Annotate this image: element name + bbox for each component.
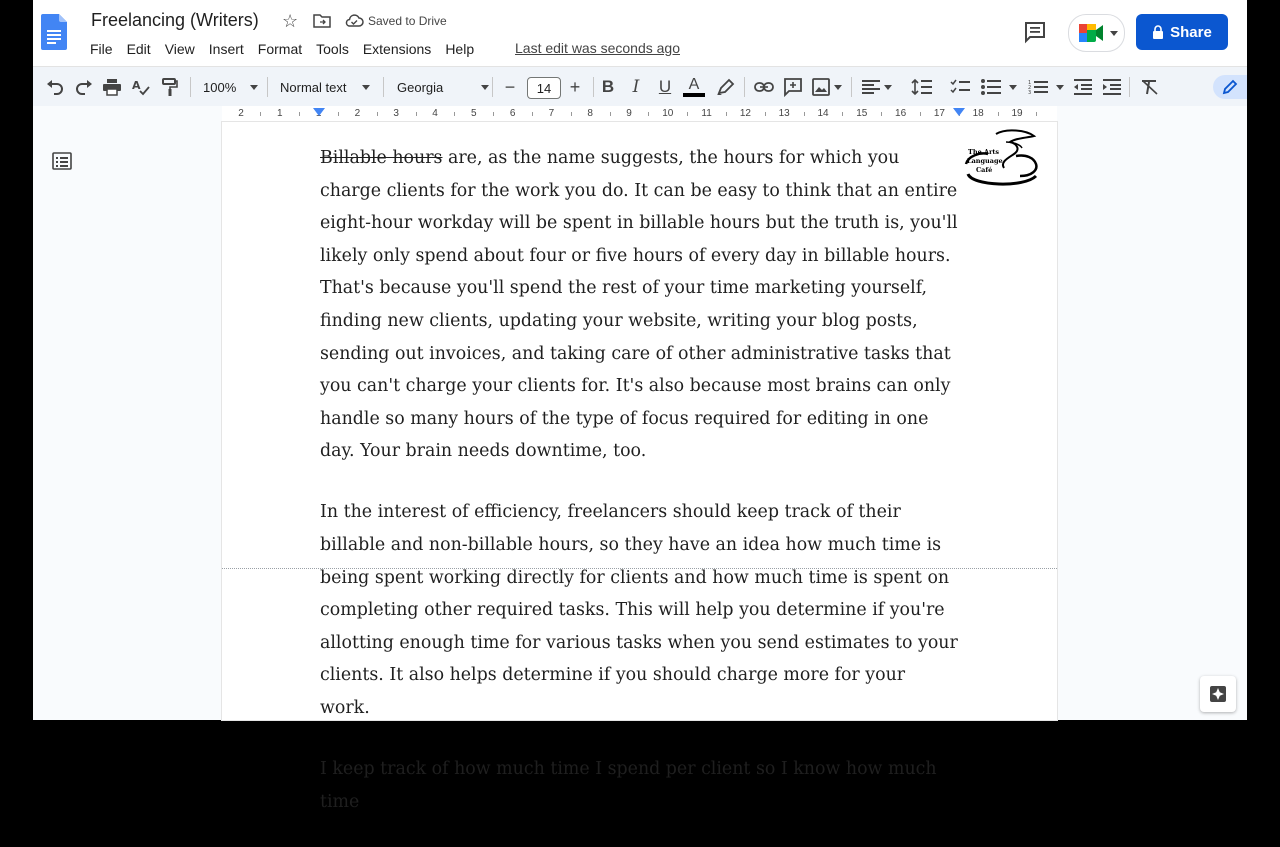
svg-text:Café: Café <box>976 166 993 174</box>
ruler-number: 1 <box>277 108 283 119</box>
last-edit-link[interactable]: Last edit was seconds ago <box>515 40 680 56</box>
ruler-number: 11 <box>701 108 712 119</box>
paragraph-1[interactable] <box>320 142 960 468</box>
meet-icon <box>1078 22 1106 44</box>
chevron-down-icon <box>1110 31 1118 36</box>
text-color-icon[interactable]: A <box>682 75 706 99</box>
spellcheck-icon[interactable] <box>129 75 153 99</box>
highlight-color-icon[interactable] <box>713 75 737 99</box>
chevron-down-icon <box>250 85 258 90</box>
menu-file[interactable]: File <box>90 41 113 57</box>
increase-indent-icon[interactable] <box>1100 75 1124 99</box>
document-title[interactable]: Freelancing (Writers) <box>91 10 259 30</box>
ruler-number: 10 <box>662 108 674 119</box>
toolbar-divider <box>190 77 191 97</box>
font-size-input[interactable]: 14 <box>527 77 561 99</box>
document-canvas <box>33 122 1247 812</box>
chevron-down-icon <box>362 85 370 90</box>
ruler-number: 17 <box>933 108 945 119</box>
menu-tools[interactable]: Tools <box>316 41 349 57</box>
chevron-down-icon <box>884 85 892 90</box>
explore-button[interactable] <box>1200 676 1236 712</box>
ruler-tick <box>881 112 882 116</box>
ruler-tick <box>804 112 805 116</box>
paragraph-1-text: are, as the name suggests, the hours for which you charge clients for the work you do. It can be easy to think that an entire eight-hour workday will be spent in billable hours but the truth is, you'll likely only spend about four or five hours of every day in billable hours. That's because you'll spend the rest of your time marketing yourself, finding new clients, updating your website, writing your blog posts, sending out invoices, and taking care of other administrative tasks that you can't charge your clients for. It's also because most brains can only handle so many hours of the type of focus required for editing in one day. Your brain needs downtime, too. <box>320 148 958 462</box>
line-spacing-icon[interactable] <box>910 75 934 99</box>
page-break-line <box>222 568 1057 569</box>
ruler-number: 8 <box>587 108 593 119</box>
align-icon[interactable] <box>860 75 894 99</box>
svg-text:1: 1 <box>1028 80 1032 86</box>
zoom-select[interactable] <box>203 75 258 99</box>
ruler-number: 14 <box>817 108 829 119</box>
menu-insert[interactable]: Insert <box>208 41 244 57</box>
ruler-tick <box>493 112 494 116</box>
ruler-tick <box>1036 112 1037 116</box>
zoom-value: 100% <box>203 79 237 95</box>
menu-help[interactable]: Help <box>445 41 475 57</box>
ruler-tick <box>610 112 611 116</box>
underline-icon[interactable]: U <box>658 77 672 96</box>
svg-text:A: A <box>132 79 141 92</box>
ruler-tick <box>338 112 339 116</box>
ruler-page-area <box>222 106 1057 122</box>
docs-window <box>33 0 1247 812</box>
bold-icon[interactable]: B <box>601 77 615 96</box>
right-indent-marker[interactable] <box>953 108 965 116</box>
ruler-tick <box>377 112 378 116</box>
toolbar-divider <box>593 77 594 97</box>
paragraph-3[interactable]: I keep track of how much time I spend per client so I know how much time <box>320 759 937 812</box>
share-button[interactable] <box>1136 14 1228 50</box>
toolbar-divider <box>492 77 493 97</box>
ruler-tick <box>648 112 649 116</box>
ruler-number: 12 <box>739 108 751 119</box>
ruler-tick <box>726 112 727 116</box>
paragraph-2[interactable]: In the interest of efficiency, freelancers should keep track of their billable and non-billable hours, so they have an idea how much time is being spent working directly for clients and how much time is spent on completing other required tasks. This will help you determine if you're allotting enough time for various tasks when you send estimates to your clients. It also helps determine if you should charge more for your work. <box>320 502 958 718</box>
menu-view[interactable]: View <box>164 41 195 57</box>
toolbar-divider <box>1129 77 1130 97</box>
checklist-icon[interactable] <box>948 75 972 99</box>
editing-mode-icon[interactable] <box>1213 75 1247 99</box>
clear-formatting-icon[interactable] <box>1138 75 1162 99</box>
undo-icon[interactable] <box>43 75 67 99</box>
ruler-tick <box>765 112 766 116</box>
menu-bar <box>83 40 481 60</box>
ruler-number: 4 <box>432 108 438 119</box>
ruler-tick <box>416 112 417 116</box>
star-icon[interactable]: ☆ <box>282 11 299 31</box>
insert-link-icon[interactable] <box>752 75 776 99</box>
toolbar-divider <box>744 77 745 97</box>
ruler-number: 15 <box>856 108 868 119</box>
explore-icon <box>1209 685 1227 703</box>
toolbar <box>33 66 1247 107</box>
ruler-number: 19 <box>1011 108 1023 119</box>
ruler-tick <box>842 112 843 116</box>
ruler-number: 2 <box>238 108 244 119</box>
chevron-down-icon <box>1009 85 1017 90</box>
ruler-tick <box>998 112 999 116</box>
ruler-tick <box>920 112 921 116</box>
ruler-tick <box>260 112 261 116</box>
toolbar-divider <box>851 77 852 97</box>
ruler-number: 16 <box>895 108 907 119</box>
menu-edit[interactable]: Edit <box>126 41 151 57</box>
ruler-number: 3 <box>393 108 399 119</box>
svg-text:Language: Language <box>967 157 1003 165</box>
svg-text:The Arts: The Arts <box>968 148 1000 156</box>
ruler-tick <box>571 112 572 116</box>
ruler-number: 2 <box>354 108 361 119</box>
svg-text:2: 2 <box>1028 85 1032 91</box>
lock-icon <box>1152 25 1164 39</box>
saved-status: Saved to Drive <box>368 14 447 28</box>
chevron-down-icon <box>834 85 842 90</box>
ruler-number: 13 <box>778 108 790 119</box>
toolbar-divider <box>383 77 384 97</box>
document-outline-icon[interactable] <box>52 152 72 170</box>
redo-icon[interactable] <box>72 75 96 99</box>
ruler[interactable] <box>33 106 1247 123</box>
bulleted-list-icon[interactable] <box>979 75 1019 99</box>
insert-image-icon[interactable] <box>810 75 844 99</box>
ruler-tick <box>532 112 533 116</box>
ruler-number: 1 <box>315 108 322 119</box>
ruler-tick <box>299 112 300 116</box>
add-comment-icon[interactable] <box>781 75 805 99</box>
increase-font-size-button[interactable]: + <box>569 76 581 97</box>
ruler-number: 5 <box>471 108 477 119</box>
chevron-down-icon <box>481 85 489 90</box>
document-page[interactable] <box>222 122 1057 812</box>
docs-logo-icon[interactable] <box>41 14 67 50</box>
move-folder-icon[interactable] <box>313 13 331 29</box>
arts-language-cafe-logo <box>960 128 1042 194</box>
style-select[interactable] <box>280 75 370 99</box>
ruler-number: 18 <box>972 108 984 119</box>
decrease-indent-icon[interactable] <box>1071 75 1095 99</box>
ruler-number: 6 <box>509 108 516 119</box>
menu-format[interactable]: Format <box>257 41 303 57</box>
paint-format-icon[interactable] <box>158 75 182 99</box>
svg-text:3: 3 <box>1028 90 1032 96</box>
style-value: Normal text <box>280 79 347 95</box>
toolbar-divider <box>267 77 268 97</box>
left-indent-marker[interactable] <box>313 108 325 116</box>
decrease-font-size-button[interactable]: − <box>504 76 516 97</box>
cloud-saved-icon[interactable] <box>344 13 364 29</box>
ruler-number: 9 <box>626 108 632 119</box>
header <box>33 0 1247 66</box>
ruler-tick <box>687 112 688 116</box>
share-label: Share <box>1170 23 1212 41</box>
document-body[interactable] <box>320 142 960 847</box>
font-select[interactable] <box>397 75 489 99</box>
comment-history-icon[interactable] <box>1023 20 1047 44</box>
italic-icon[interactable]: I <box>632 77 640 97</box>
chevron-down-icon <box>1056 85 1064 90</box>
meet-button[interactable] <box>1068 14 1125 52</box>
strikethrough-text: Billable hours <box>320 148 443 168</box>
print-icon[interactable] <box>100 75 124 99</box>
menu-extensions[interactable]: Extensions <box>362 41 432 57</box>
font-value: Georgia <box>397 79 444 95</box>
numbered-list-icon[interactable] <box>1026 75 1066 99</box>
ruler-tick <box>454 112 455 116</box>
ruler-number: 7 <box>548 108 555 119</box>
